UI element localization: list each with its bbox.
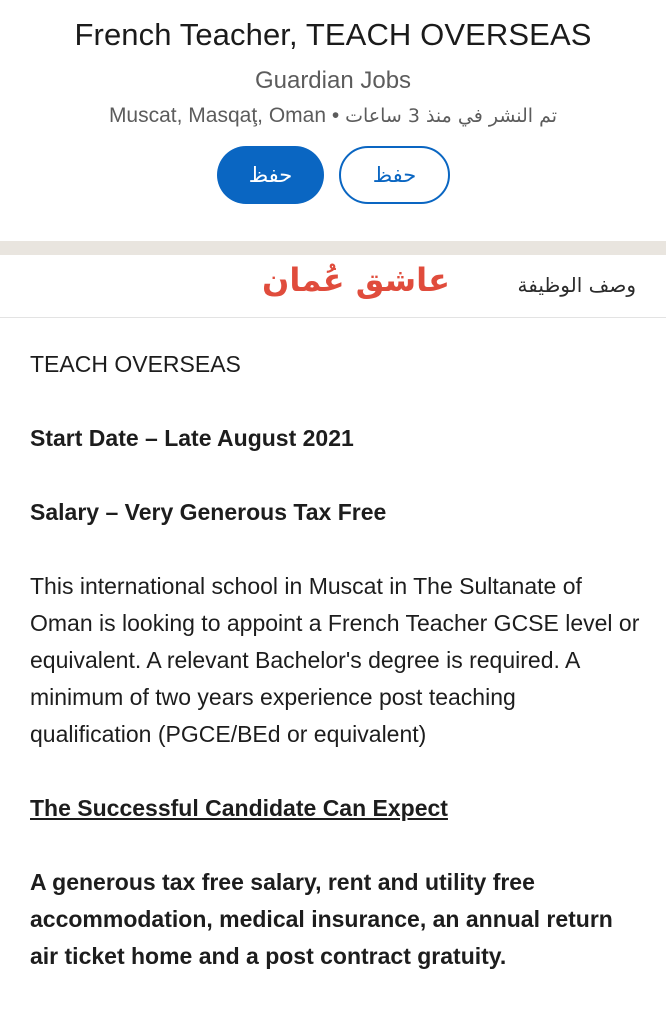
section-divider <box>0 241 666 255</box>
posted-time: تم النشر في منذ 3 ساعات <box>345 105 558 127</box>
expect-heading: The Successful Candidate Can Expect <box>30 795 448 821</box>
description-body: This international school in Muscat in The Sultanate of Oman is looking to appoint a French Teacher GCSE level or equivalent. A relevant Bachelor's degree is required. A minimum of two years experience post teaching qualification (PGCE/BEd or equivalent) <box>30 573 640 747</box>
job-header <box>0 0 666 241</box>
job-description <box>30 346 642 975</box>
description-line: TEACH OVERSEAS <box>30 351 241 377</box>
job-location: Muscat, Masqaţ, Oman <box>108 104 327 127</box>
save-button-primary[interactable]: حفظ <box>217 146 324 204</box>
section-header <box>0 255 666 318</box>
job-title: French Teacher, TEACH OVERSEAS <box>74 17 592 52</box>
save-button-secondary[interactable]: حفظ <box>339 146 450 204</box>
salary: Salary – Very Generous Tax Free <box>30 499 387 525</box>
meta-separator: • <box>331 104 340 127</box>
job-description-heading: وصف الوظيفة <box>517 273 636 297</box>
job-meta <box>0 100 666 132</box>
start-date: Start Date – Late August 2021 <box>30 425 354 451</box>
watermark-text: عاشق عُمان <box>262 261 450 299</box>
company-name[interactable]: Guardian Jobs <box>254 67 412 94</box>
expect-body: A generous tax free salary, rent and utility free accommodation, medical insurance, an annual return air ticket home and a post contract gratuity. <box>30 869 613 969</box>
